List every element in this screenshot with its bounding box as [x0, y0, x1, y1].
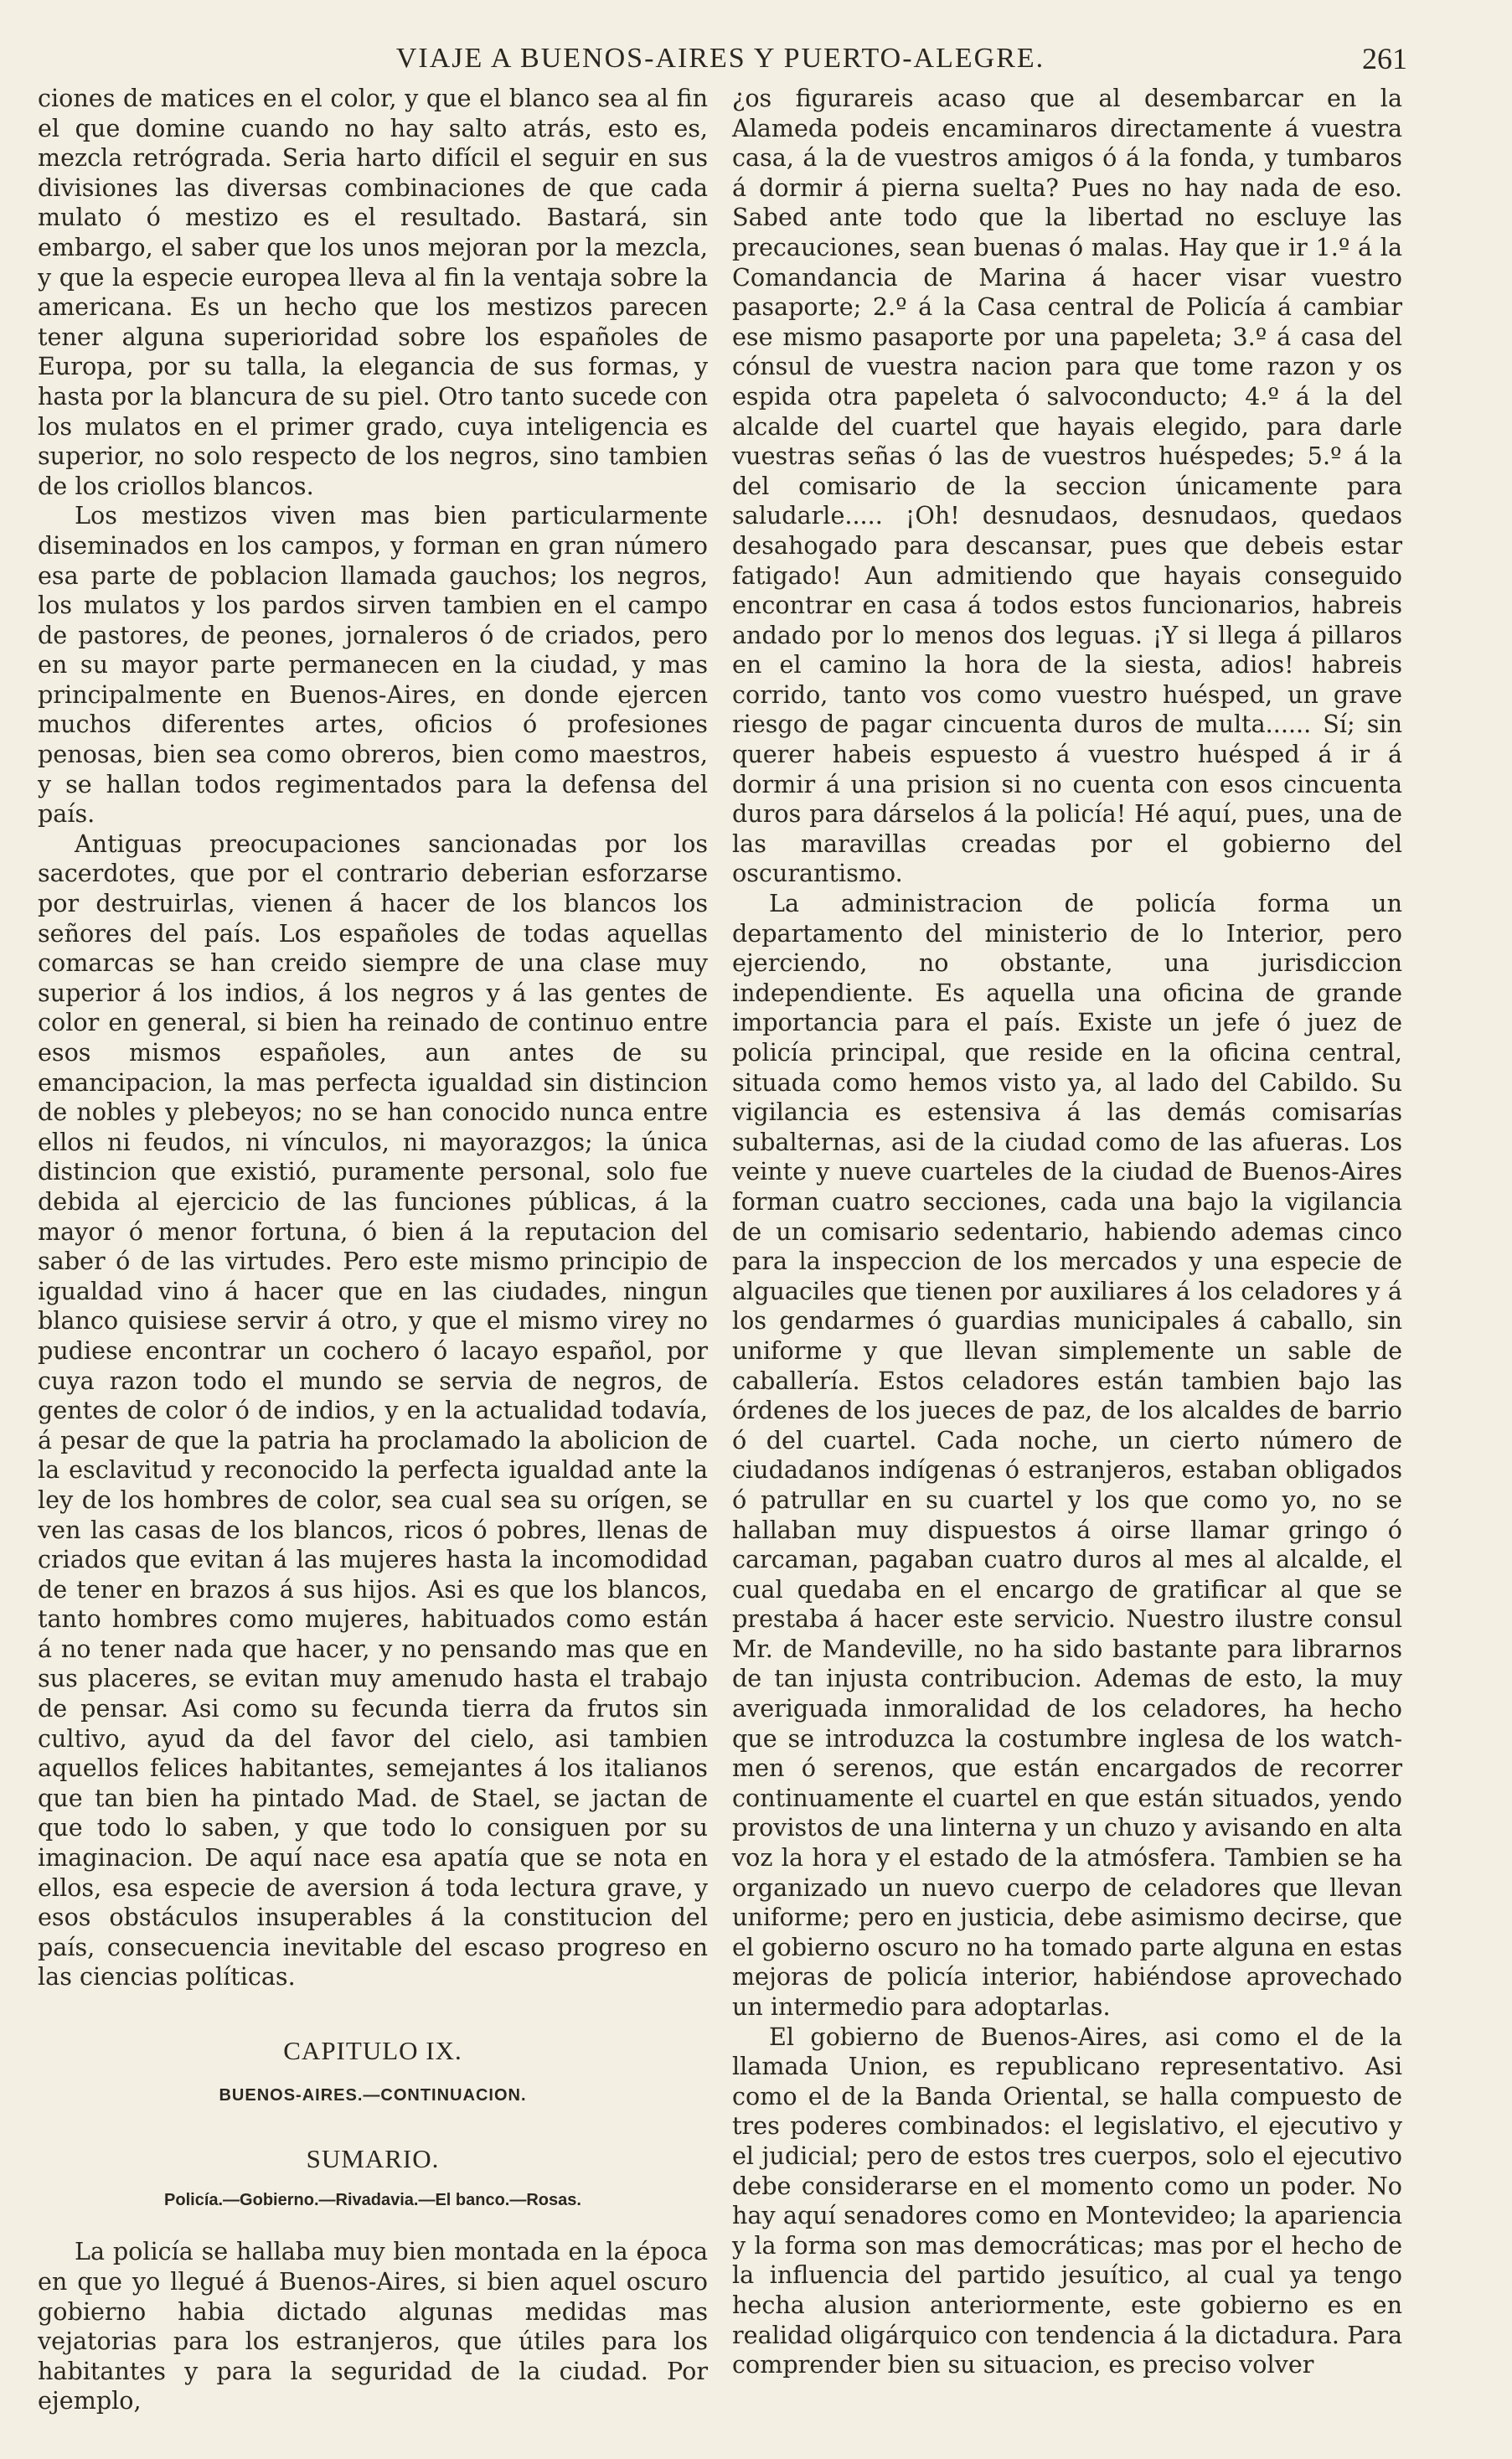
chapter-heading-block [38, 2036, 708, 2215]
paragraph: El gobierno de Buenos-Aires, asi como el de la llamada Union, es republicano representativo. Asi como el de la Banda Oriental, se halla compuesto de tres poderes combinados: el legislativo, el ejecutivo y el judicial; pero de estos tres cuerpos, solo el ejecutivo debe considerarse en el momento como un poder. No hay aquí senadores como en Montevideo; la apariencia y la forma son mas democráticas; mas por el hecho de la influencia del partido jesuítico, al cual ya tengo hecha alusion anteriormente, este gobierno es en realidad oligárquico con tendencia á la dictadura. Para comprender bien su situacion, es preciso volver [732, 2022, 1402, 2379]
page-number: 261 [1362, 42, 1407, 75]
page-header [34, 34, 1407, 84]
paragraph: ciones de matices en el color, y que el blanco sea al fin el que domine cuando no hay salto atrás, esto es, mezcla retrógrada. Seria harto difícil el seguir en sus divisiones las diversas combinaciones de que cada mulato ó mestizo es el resultado. Bastará, sin embargo, el saber que los unos mejoran por la mezcla, y que la especie europea lleva al fin la ventaja sobre la americana. Es un hecho que los mestizos parecen tener alguna superioridad sobre los españoles de Europa, por su talla, la elegancia de sus formas, y hasta por la blancura de su piel. Otro tanto sucede con los mulatos en el primer grado, cuya inteligencia es superior, no solo respecto de los negros, sino tambien de los criollos blancos. [38, 84, 708, 500]
paragraph: La administracion de policía forma un departamento del ministerio de lo Interior, pero ejerciendo, no obstante, una jurisdiccion independiente. Es aquella una oficina de grande importancia para el país. Existe un jefe ó juez de policía principal, que reside en la oficina central, situada como hemos visto ya, al lado del Cabildo. Su vigilancia es estensiva á las demás comisarías subalternas, asi de la ciudad como de las afueras. Los veinte y nueve cuarteles de la ciudad de Buenos-Aires forman cuatro secciones, cada una bajo la vigilancia de un comisario sedentario, habiendo ademas cinco para la inspeccion de los mercados y una especie de alguaciles que tienen por auxiliares á los celadores y á los gendarmes ó guardias municipales á caballo, sin uniforme y que llevan simplemente un sable de caballería. Estos celadores están tambien bajo las órdenes de los jueces de paz, de los alcaldes de barrio ó del cuartel. Cada noche, un cierto número de ciudadanos indígenas ó estranjeros, estaban obligados ó patrullar en su cuartel y los que como yo, no se hallaban muy dispuestos á oirse llamar gringo ó carcaman, pagaban cuatro duros al mes al alcalde, el cual quedaba en el encargo de gratificar al que se prestaba á hacer este servicio. Nuestro ilustre consul Mr. de Mandeville, no ha sido bastante para librarnos de tan injusta contribucion. Ademas de esto, la muy averiguada inmoralidad de los celadores, ha hecho que se introduzca la costumbre inglesa de los watch-men ó serenos, que están encargados de recorrer continuamente el cuartel en que están situados, yendo provistos de una linterna y un chuzo y avisando en alta voz la hora y el estado de la atmósfera. Tambien se ha organizado un nuevo cuerpo de celadores que llevan uniforme; pero en justicia, debe asimismo decirse, que el gobierno oscuro no ha tomado parte alguna en estas mejoras de policía interior, habiéndose aprovechado un intermedio para adoptarlas. [732, 889, 1402, 2021]
left-column [38, 84, 708, 2416]
chapter-subtitle: BUENOS-AIRES.—CONTINUACION. [219, 2085, 527, 2105]
summary-title: SUMARIO. [306, 2144, 440, 2174]
paragraph: Los mestizos viven mas bien particularmente diseminados en los campos, y forman en gran número esa parte de poblacion llamada gauchos; los negros, los mulatos y los pardos sirven tambien en el campo de pastores, de peones, jornaleros ó de criados, pero en su mayor parte permanecen en la ciudad, y mas principalmente en Buenos-Aires, en donde ejercen muchos diferentes artes, oficios ó profesiones penosas, bien sea como obreros, bien como maestros, y se hallan todos regimentados para la defensa del país. [38, 501, 708, 829]
chapter-title: CAPITULO IX. [283, 2036, 462, 2065]
summary-items: Policía.—Gobierno.—Rivadavia.—El banco.—Rosas. [164, 2190, 581, 2209]
running-title: VIAJE A BUENOS-AIRES Y PUERTO-ALEGRE. [395, 43, 1045, 74]
paragraph: Antiguas preocupaciones sancionadas por los sacerdotes, que por el contrario deberian esforzarse por destruirlas, vienen á hacer de los blancos los señores del país. Los españoles de todas aquellas comarcas se han creido siempre de una clase muy superior á los indios, á los negros y á las gentes de color en general, si bien ha reinado de continuo entre esos mismos españoles, aun antes de su emancipacion, la mas perfecta igualdad sin distincion de nobles y plebeyos; no se han conocido nunca entre ellos ni feudos, ni vínculos, ni mayorazgos; la única distincion que existió, puramente personal, solo fue debida al ejercicio de las funciones públicas, á la mayor ó menor fortuna, ó bien á la reputacion del saber ó de las virtudes. Pero este mismo principio de igualdad vino á hacer que en las ciudades, ningun blanco quisiese servir á otro, y que el mismo virey no pudiese encontrar un cochero ó lacayo español, por cuya razon todo el mundo se servia de negros, de gentes de color ó de indios, y en la actualidad todavía, á pesar de que la patria ha proclamado la abolicion de la esclavitud y reconocido la perfecta igualdad ante la ley de los hombres de color, sea cual sea su orígen, se ven las casas de los blancos, ricos ó pobres, llenas de criados que evitan á las mujeres hasta la incomodidad de tener en brazos á sus hijos. Asi es que los blancos, tanto hombres como mujeres, habituados como están á no tener nada que hacer, y no pensando mas que en sus placeres, se evitan muy amenudo hasta el trabajo de pensar. Asi como su fecunda tierra da frutos sin cultivo, ayud da del favor del cielo, asi tambien aquellos felices habitantes, semejantes á los italianos que tan bien ha pintado Mad. de Stael, se jactan de que todo lo saben, y que todo lo consiguen por su imaginacion. De aquí nace esa apatía que se nota en ellos, esa especie de aversion á toda lectura grave, y esos obstáculos insuperables á la constitucion del país, consecuencia inevitable del escaso progreso en las ciencias políticas. [38, 829, 708, 1991]
paragraph: ¿os figurareis acaso que al desembarcar en la Alameda podeis encaminaros directamente á vuestra casa, á la de vuestros amigos ó á la fonda, y tumbaros á dormir á pierna suelta? Pues no hay nada de eso. Sabed ante todo que la libertad no escluye las precauciones, sean buenas ó malas. Hay que ir 1.º á la Comandancia de Marina á hacer visar vuestro pasaporte; 2.º á la Casa central de Policía á cambiar ese mismo pasaporte por una papeleta; 3.º á casa del cónsul de vuestra nacion para que tome razon y os espida otra papeleta ó salvoconducto; 4.º á la del alcalde del cuartel que hayais elegido, para darle vuestras señas ó las de vuestros huéspedes; 5.º á la del comisario de la seccion únicamente para saludarle..... ¡Oh! desnudaos, desnudaos, quedaos desahogado para descansar, pues que debeis estar fatigado! Aun admitiendo que hayais conseguido encontrar en casa á todos estos funcionarios, habreis andado por lo menos dos leguas. ¡Y si llega á pillaros en el camino la hora de la siesta, adios! habreis corrido, tanto vos como vuestro huésped, un grave riesgo de pagar cincuenta duros de multa...... Sí; sin querer habeis espuesto á vuestro huésped á ir á dormir á una prision si no cuenta con esos cincuenta duros para dárselos á la policía! Hé aquí, pues, una de las maravillas creadas por el gobierno del oscurantismo. [732, 84, 1402, 888]
right-column [732, 84, 1402, 2380]
paragraph: La policía se hallaba muy bien montada en la época en que yo llegué á Buenos-Aires, si bien aquel oscuro gobierno habia dictado algunas medidas mas vejatorias para los estranjeros, que útiles para los habitantes y para la seguridad de la ciudad. Por ejemplo, [38, 2237, 708, 2415]
